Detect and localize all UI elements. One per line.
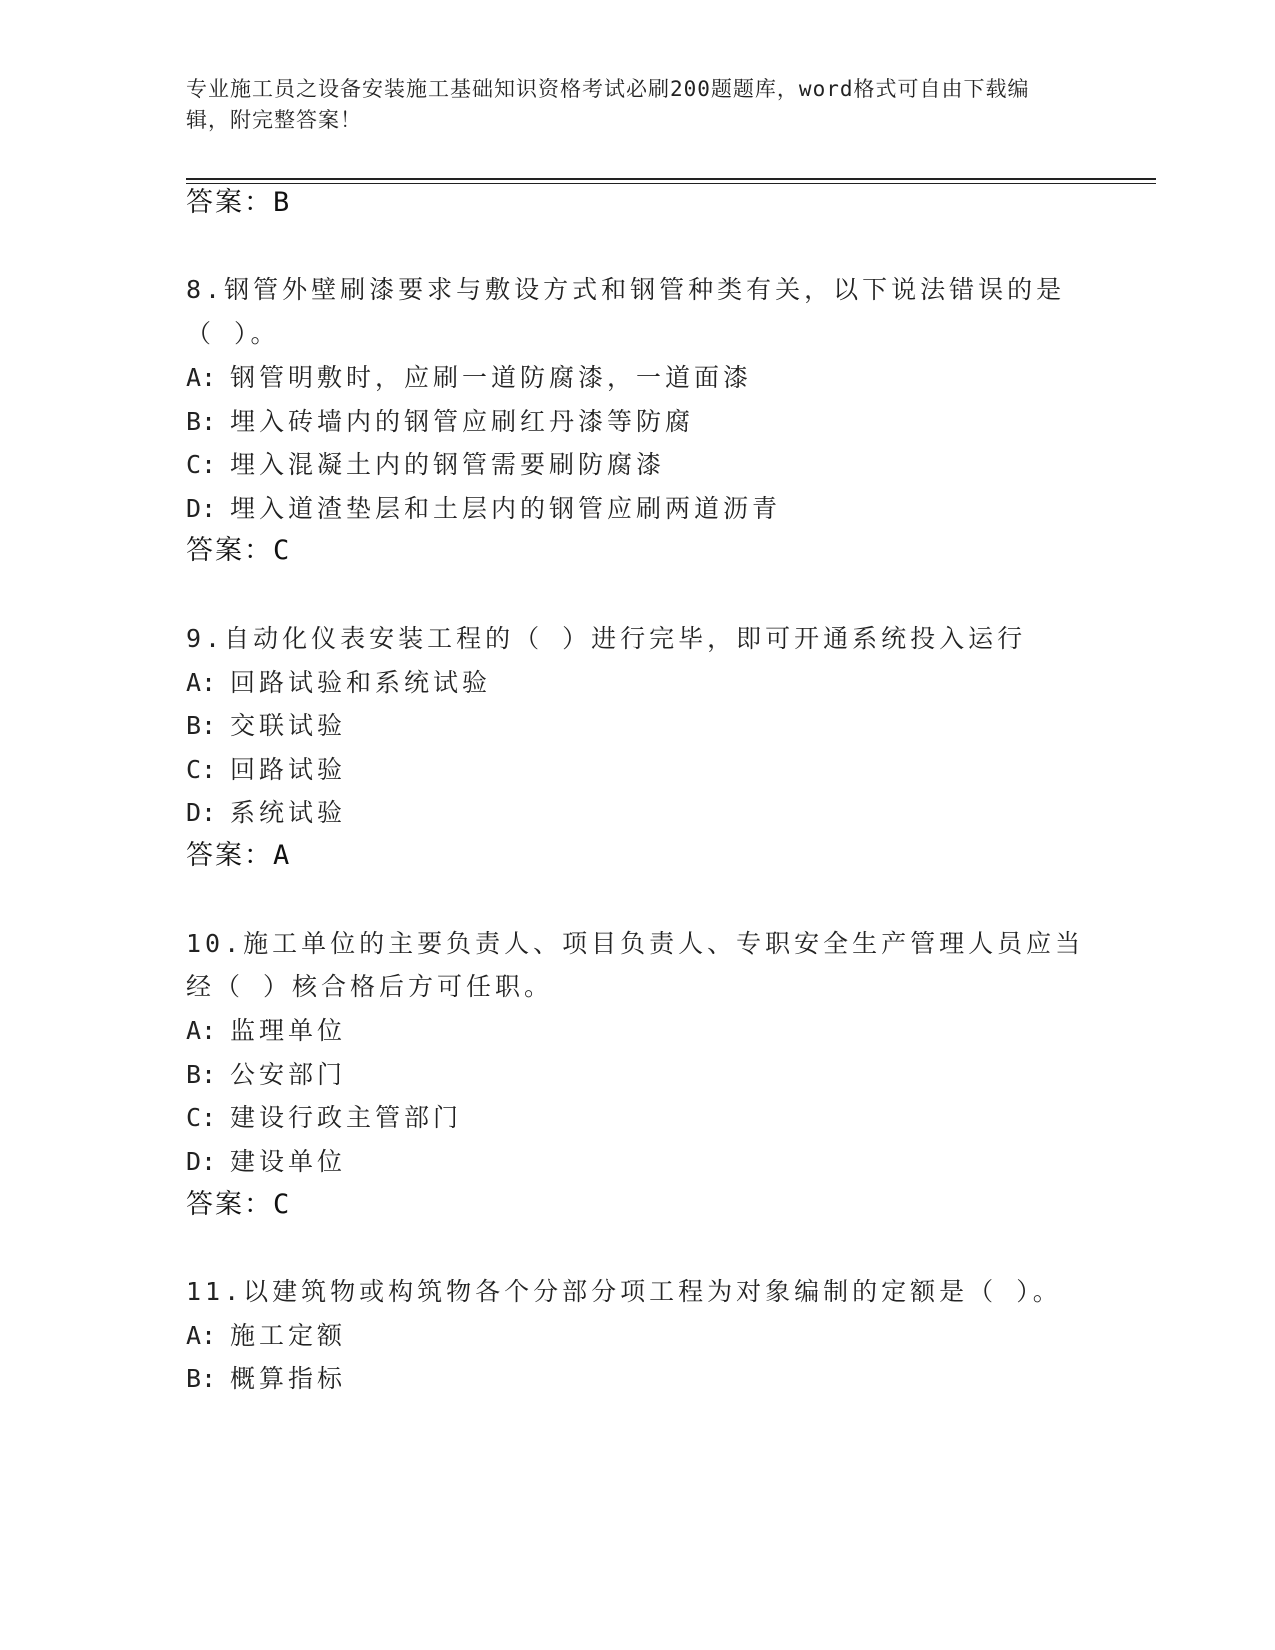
question-8-option-c xyxy=(186,442,1086,487)
question-11-stem-line1: 11.以建筑物或构筑物各个分部分项工程为对象编制的定额是（ ）。 xyxy=(186,1277,1062,1306)
document-header: 专业施工员之设备安装施工基础知识资格考试必刷200题题库，word格式可自由下载编辑，附完整答案！ xyxy=(186,77,1030,132)
option-label: B: xyxy=(186,1364,217,1393)
option-text: 系统试验 xyxy=(230,798,347,827)
option-label: A: xyxy=(186,1321,217,1350)
option-label: A: xyxy=(186,1016,217,1045)
answer-q10: 答案：C xyxy=(186,1189,292,1220)
question-11-option-b xyxy=(186,1356,1086,1401)
option-text: 公安部门 xyxy=(230,1060,347,1089)
option-text: 监理单位 xyxy=(230,1016,347,1045)
option-text: 钢管明敷时，应刷一道防腐漆，一道面漆 xyxy=(230,363,753,392)
option-label: D: xyxy=(186,1147,217,1176)
question-10-stem-line2: 经（ ）核合格后方可任职。 xyxy=(186,972,554,1001)
question-9-option-d xyxy=(186,790,1086,835)
option-label: B: xyxy=(186,407,217,436)
question-9-option-b xyxy=(186,703,1086,748)
option-text: 埋入砖墙内的钢管应刷红丹漆等防腐 xyxy=(230,407,695,436)
option-text: 埋入道渣垫层和土层内的钢管应刷两道沥青 xyxy=(230,494,782,523)
option-label: C: xyxy=(186,1103,217,1132)
question-8-stem-line2: （ ）。 xyxy=(186,319,280,348)
header-divider-thin xyxy=(186,183,1156,184)
option-text: 施工定额 xyxy=(230,1321,347,1350)
question-8-option-a xyxy=(186,355,1086,400)
answer-q8: 答案：C xyxy=(186,535,292,566)
answer-q9: 答案：A xyxy=(186,840,292,871)
option-label: D: xyxy=(186,798,217,827)
question-10-option-b xyxy=(186,1052,1086,1097)
question-8-option-d xyxy=(186,486,1086,531)
option-label: C: xyxy=(186,755,217,784)
option-label: C: xyxy=(186,450,217,479)
option-label: B: xyxy=(186,711,217,740)
option-text: 交联试验 xyxy=(230,711,347,740)
option-text: 埋入混凝土内的钢管需要刷防腐漆 xyxy=(230,450,666,479)
option-label: D: xyxy=(186,494,217,523)
question-9-option-a xyxy=(186,660,1086,705)
header-divider-thick xyxy=(186,178,1156,180)
question-10-option-d xyxy=(186,1139,1086,1184)
question-8-stem-line1: 8.钢管外壁刷漆要求与敷设方式和钢管种类有关，以下说法错误的是 xyxy=(186,275,1066,304)
question-11-option-a xyxy=(186,1313,1086,1358)
option-text: 建设行政主管部门 xyxy=(230,1103,463,1132)
option-text: 回路试验和系统试验 xyxy=(230,668,492,697)
question-8-option-b xyxy=(186,399,1086,444)
question-9-stem-line1: 9.自动化仪表安装工程的（ ）进行完毕，即可开通系统投入运行 xyxy=(186,624,1027,653)
question-9-option-c xyxy=(186,747,1086,792)
option-label: B: xyxy=(186,1060,217,1089)
option-text: 概算指标 xyxy=(230,1364,347,1393)
answer-q7: 答案：B xyxy=(186,187,292,218)
question-10-option-c xyxy=(186,1095,1086,1140)
option-label: A: xyxy=(186,668,217,697)
option-text: 回路试验 xyxy=(230,755,347,784)
option-text: 建设单位 xyxy=(230,1147,347,1176)
question-10-option-a xyxy=(186,1008,1086,1053)
option-label: A: xyxy=(186,363,217,392)
question-10-stem-line1: 10.施工单位的主要负责人、项目负责人、专职安全生产管理人员应当 xyxy=(186,929,1085,958)
